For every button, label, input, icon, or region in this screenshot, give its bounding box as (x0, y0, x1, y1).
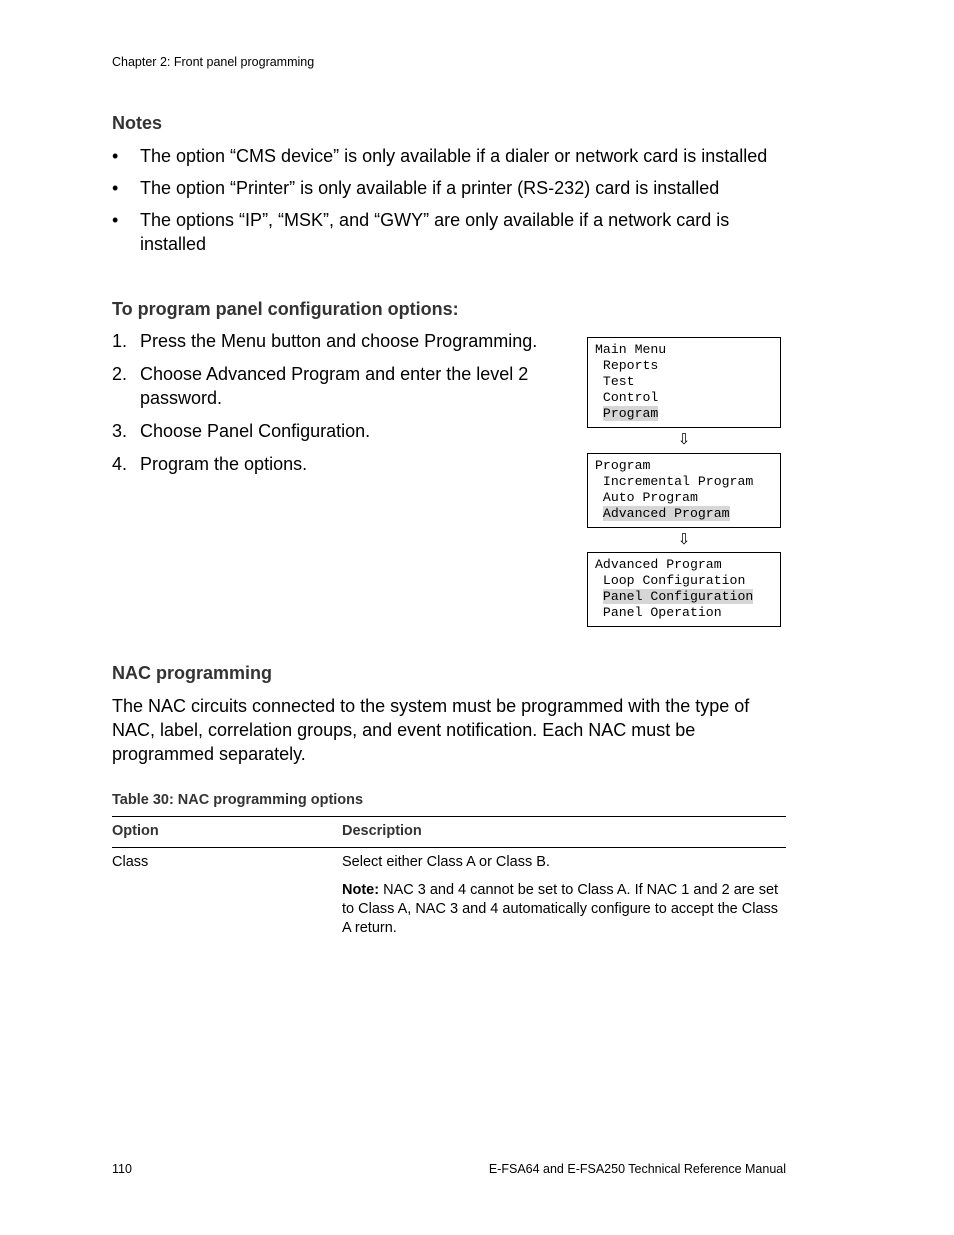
screen-selected-item: Panel Configuration (602, 589, 754, 604)
note-text: The options “IP”, “MSK”, and “GWY” are only available if a network card is installed (140, 210, 730, 254)
note-label: Note: (342, 882, 380, 898)
table-cell-description: Select either Class A or Class B. (342, 854, 550, 870)
screen-title: Main Menu (595, 342, 667, 357)
screen-selected-item: Program (602, 406, 659, 421)
step-number: 1. (112, 331, 128, 351)
procedure-step (112, 362, 562, 410)
procedure-steps (112, 329, 562, 485)
note-item (112, 208, 772, 256)
procedure-step (112, 419, 562, 443)
table-top-rule (112, 816, 786, 817)
notes-heading: Notes (112, 113, 163, 133)
page-number: 110 (112, 1162, 132, 1176)
down-arrow-icon: ⇩ (677, 530, 691, 548)
note-item (112, 176, 772, 200)
note-item (112, 144, 772, 168)
screen-menu-item: Loop Configuration (595, 573, 746, 588)
procedure-heading: To program panel configuration options: (112, 299, 459, 319)
step-text: Choose Advanced Program and enter the level 2 password. (140, 364, 529, 408)
lcd-screen-program (587, 453, 781, 528)
nac-heading: NAC programming (112, 663, 273, 683)
note-text: The option “Printer” is only available if a printer (RS-232) card is installed (140, 178, 720, 198)
running-header: Chapter 2: Front panel programming (112, 55, 315, 69)
lcd-screen-main-menu (587, 337, 781, 428)
note-text: The option “CMS device” is only available if a dialer or network card is installed (140, 146, 768, 166)
down-arrow-icon: ⇩ (677, 430, 691, 448)
manual-title: E-FSA64 and E-FSA250 Technical Reference Manual (488, 1162, 786, 1176)
step-text: Program the options. (140, 454, 308, 474)
notes-list (112, 144, 772, 264)
table-note (342, 881, 782, 938)
step-text: Choose Panel Configuration. (140, 421, 371, 441)
table-cell-option: Class (112, 854, 149, 870)
column-header-description: Description (342, 823, 422, 839)
table-caption: Table 30: NAC programming options (112, 792, 364, 808)
step-text: Press the Menu button and choose Programming. (140, 331, 538, 351)
screen-menu-item: Reports (595, 358, 659, 373)
note-body: NAC 3 and 4 cannot be set to Class A. If NAC 1 and 2 are set to Class A, NAC 3 and 4 automatically configure to accept the Class A return. (342, 882, 779, 936)
screen-menu-item: Auto Program (595, 490, 698, 505)
screen-menu-item: Control (595, 390, 659, 405)
lcd-screen-advanced-program (587, 552, 781, 627)
nac-paragraph: The NAC circuits connected to the system must be programmed with the type of NAC, label, correlation groups, and event notification. Each NAC must be programmed separately. (112, 696, 750, 764)
screen-title: Advanced Program (595, 557, 722, 572)
screen-selected-item: Advanced Program (602, 506, 730, 521)
procedure-step (112, 452, 562, 476)
table-header-rule (112, 847, 786, 848)
bullet-marker: • (112, 178, 119, 198)
screen-title: Program (595, 458, 651, 473)
procedure-step (112, 329, 562, 353)
screen-menu-item: Test (595, 374, 635, 389)
screen-menu-item: Panel Operation (595, 605, 722, 620)
screen-menu-item: Incremental Program (595, 474, 754, 489)
bullet-marker: • (112, 210, 119, 230)
bullet-marker: • (112, 146, 119, 166)
step-number: 2. (112, 364, 128, 384)
step-number: 3. (112, 421, 128, 441)
column-header-option: Option (112, 823, 159, 839)
step-number: 4. (112, 454, 128, 474)
